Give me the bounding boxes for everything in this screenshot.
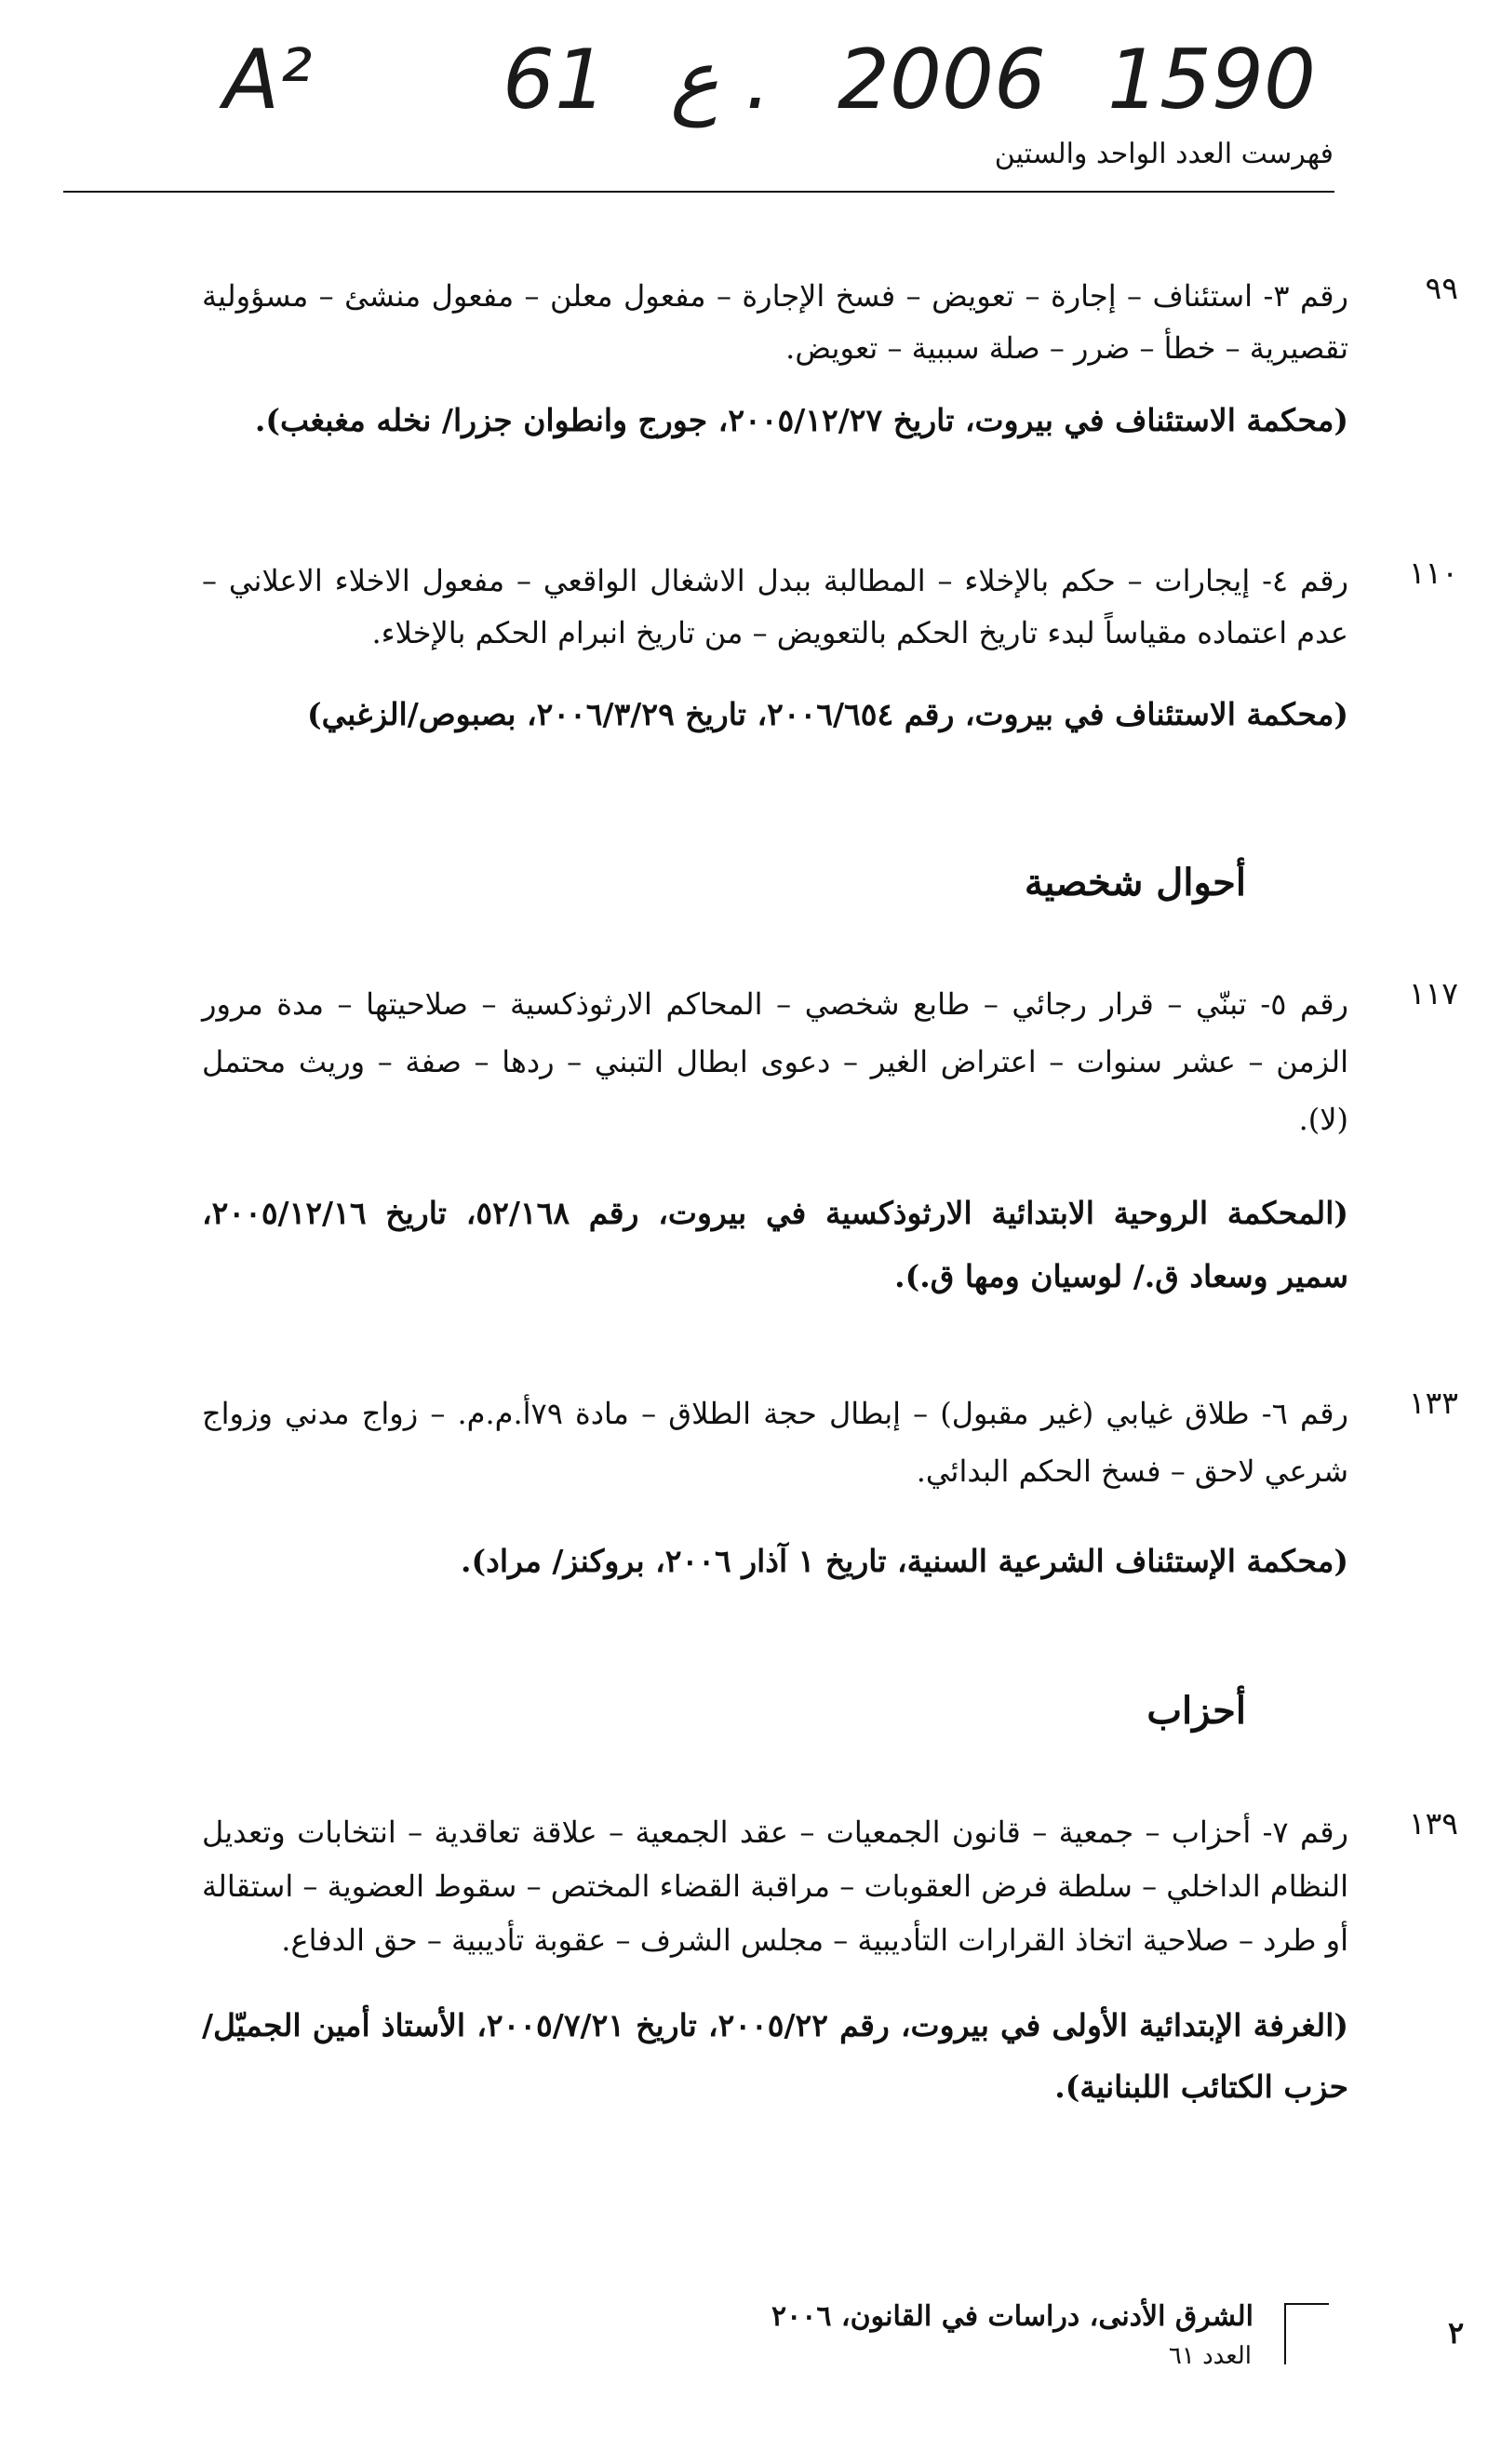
index-entry xyxy=(202,555,1458,743)
handwritten-mark-a: A² xyxy=(223,32,313,127)
entry-keywords: رقم ٤- إيجارات – حكم بالإخلاء – المطالبة ببدل الاشغال الواقعي – مفعول الاخلاء الاعلاني – عدم اعتماده مقياساً لبدء تاريخ الحكم بالتعويض – من تاريخ انبرام الحكم بالإخلاء. xyxy=(202,563,1349,650)
entry-court-citation: (الغرفة الإبتدائية الأولى في بيروت، رقم ٢٠٠٥/٢٢، تاريخ ٢٠٠٥/٧/٢١، الأستاذ أمين الجميّل/ حزب الكتائب اللبنانية). xyxy=(202,2007,1349,2105)
header-rule xyxy=(63,191,1334,193)
handwritten-mark-d: 2006 xyxy=(838,32,1046,127)
footer-issue-number: العدد ٦١ xyxy=(1168,2342,1252,2370)
handwritten-mark-b: 61 xyxy=(503,32,607,127)
handwritten-mark-c: ع . xyxy=(670,32,771,127)
index-entry xyxy=(202,1385,1458,1589)
entry-court-citation: (المحكمة الروحية الابتدائية الارثوذكسية في بيروت، رقم ٥٢/١٦٨، تاريخ ٢٠٠٥/١٢/١٦، سمير وسعاد ق./ لوسيان ومها ق.). xyxy=(202,1195,1348,1294)
footer-publication-title: الشرق الأدنى، دراسات في القانون، ٢٠٠٦ xyxy=(771,2300,1253,2333)
entry-court-citation: (محكمة الاستئناف في بيروت، تاريخ ٢٠٠٥/١٢/٢٧، جورج وانطوان جزرا/ نخله مغبغب). xyxy=(254,402,1348,438)
section-heading-parties: أحزاب xyxy=(1146,1689,1246,1733)
entry-page-number: ١٣٩ xyxy=(1408,1805,1458,1841)
entry-keywords: رقم ٥- تبنّي – قرار رجائي – طابع شخصي – المحاكم الارثوذكسية – صلاحيتها – مدة مرور الزمن – عشر سنوات – اعتراض الغير – دعوى ابطال التبني – ردها – صفة – وريث محتمل (لا). xyxy=(202,986,1349,1137)
section-heading-personal-status: أحوال شخصية xyxy=(1024,861,1246,904)
handwritten-mark-e: 1590 xyxy=(1107,32,1316,127)
running-head: فهرست العدد الواحد والستين xyxy=(994,138,1334,170)
entry-page-number: ١١٧ xyxy=(1408,975,1458,1011)
entry-page-number: ٩٩ xyxy=(1425,270,1458,306)
entry-court-citation: (محكمة الإستئناف الشرعية السنية، تاريخ ١ آذار ٢٠٠٦، بروكنز/ مراد). xyxy=(461,1543,1348,1579)
page-number: ٢ xyxy=(1448,2315,1465,2350)
entry-page-number: ١٣٣ xyxy=(1408,1385,1458,1421)
footer-rule-horizontal xyxy=(1286,2303,1329,2305)
index-entry xyxy=(202,975,1458,1308)
index-entry xyxy=(202,1805,1458,2118)
entry-page-number: ١١٠ xyxy=(1408,555,1458,591)
entry-keywords: رقم ٧- أحزاب – جمعية – قانون الجمعيات – عقد الجمعية – علاقة تعاقدية – انتخابات وتعديل النظام الداخلي – سلطة فرض العقوبات – مراقبة القضاء المختص – سقوط العضوية – استقالة أو طرد – صلاحية اتخاذ القرارات التأديبية – مجلس الشرف – عقوبة تأديبية – حق الدفاع. xyxy=(202,1815,1349,1958)
entry-keywords: رقم ٣- استئناف – إجارة – تعويض – فسخ الإجارة – مفعول معلن – مفعول منشئ – مسؤولية تقصيرية – خطأ – ضرر – صلة سببية – تعويض. xyxy=(202,278,1349,366)
entry-keywords: رقم ٦- طلاق غيابي (غير مقبول) – إبطال حجة الطلاق – مادة ٧٩أ.م.م. – زواج مدني وزواج شرعي لاحق – فسخ الحكم البدائي. xyxy=(202,1396,1349,1489)
footer-rule-vertical xyxy=(1284,2303,1286,2364)
handwritten-annotation xyxy=(223,22,1368,143)
index-entry xyxy=(202,270,1458,449)
entry-court-citation: (محكمة الاستئناف في بيروت، رقم ٢٠٠٦/٦٥٤، تاريخ ٢٠٠٦/٣/٢٩، بصبوص/الزغبي) xyxy=(306,696,1348,732)
